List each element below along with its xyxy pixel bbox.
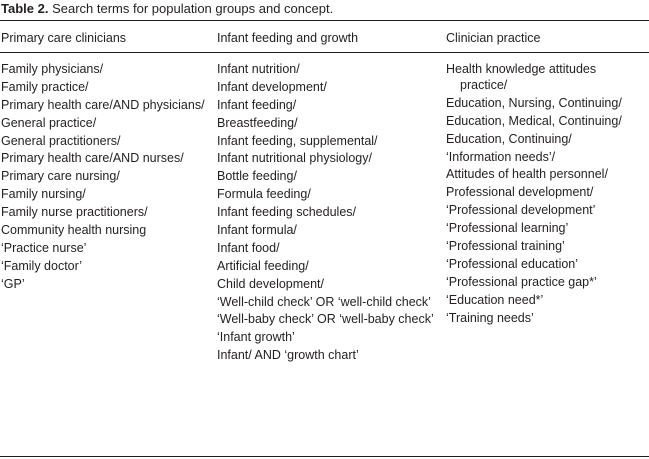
table-cell: ‘Well-child check’ OR ‘well-child check’ [217,294,431,309]
table-label: Table 2. [1,1,49,16]
table-cell: ‘Well-baby check’ OR ‘well-baby check’ [217,312,434,327]
table-cell: General practice/ [1,115,97,130]
header-rule [0,52,649,53]
table-cell: Infant feeding/ [217,97,297,112]
table-cell: Infant feeding schedules/ [217,205,356,220]
table-cell: Infant feeding, supplemental/ [217,133,378,148]
table-cell: ‘Family doctor’ [1,258,83,273]
header-clinician-practice: Clinician practice [446,31,541,45]
table-caption [1,1,333,17]
table-cell: Breastfeeding/ [217,115,298,130]
table-cell: Primary health care/AND physicians/ [1,97,205,112]
table-cell: ‘Professional practice gap*’ [446,274,597,289]
table-cell: Community health nursing [1,223,147,238]
table-cell: ‘Education need*’ [446,292,544,307]
table-cell: ‘Professional development’ [446,203,596,218]
table-cell: Family nursing/ [1,187,86,202]
table-cell: Attitudes of health personnel/ [446,167,608,182]
table-cell: Education, Continuing/ [446,131,572,146]
table-cell: ‘Training needs’ [446,310,534,325]
table-cell: ‘Professional learning’ [446,221,569,236]
column-clinician-practice [446,61,646,327]
table-cell: ‘Infant growth’ [217,330,295,345]
table-cell: Infant nutrition/ [217,62,300,76]
table-cell: Bottle feeding/ [217,169,297,184]
bottom-rule [0,456,649,457]
table-cell: Artificial feeding/ [217,258,309,273]
top-rule [0,20,649,21]
table-cell: Education, Medical, Continuing/ [446,113,622,128]
table-cell: Family nurse practitioners/ [1,205,148,220]
table-cell: Family practice/ [1,79,89,94]
column-primary-care-clinicians [1,61,211,294]
table-cell: ‘GP’ [1,276,25,291]
table-cell: ‘Information needs’/ [446,149,556,164]
table-cell: Infant food/ [217,240,280,255]
table-cell: Child development/ [217,276,325,291]
table-cell: ‘Practice nurse’ [1,240,87,255]
table-cell: Professional development/ [446,185,594,200]
table-title: Search terms for population groups and concept. [52,1,334,16]
table-cell: ‘Professional education’ [446,256,579,271]
table-cell: Primary health care/AND nurses/ [1,151,184,166]
table-cell: Education, Nursing, Continuing/ [446,95,622,110]
header-infant-feeding-growth: Infant feeding and growth [217,31,359,45]
header-primary-care-clinicians: Primary care clinicians [1,31,127,45]
table-cell: Family physicians/ [1,62,104,76]
table-cell: Infant development/ [217,79,327,94]
table-cell: General practitioners/ [1,133,121,148]
table-cell: Infant/ AND ‘growth chart’ [217,348,359,363]
column-infant-feeding-growth [217,61,439,365]
table-cell: Infant formula/ [217,223,297,238]
table-cell: Primary care nursing/ [1,169,120,184]
table-cell: Health knowledge attitudes practice/ [446,62,597,92]
table-cell: ‘Professional training’ [446,239,565,254]
table-cell: Formula feeding/ [217,187,311,202]
table-cell: Infant nutritional physiology/ [217,151,372,166]
